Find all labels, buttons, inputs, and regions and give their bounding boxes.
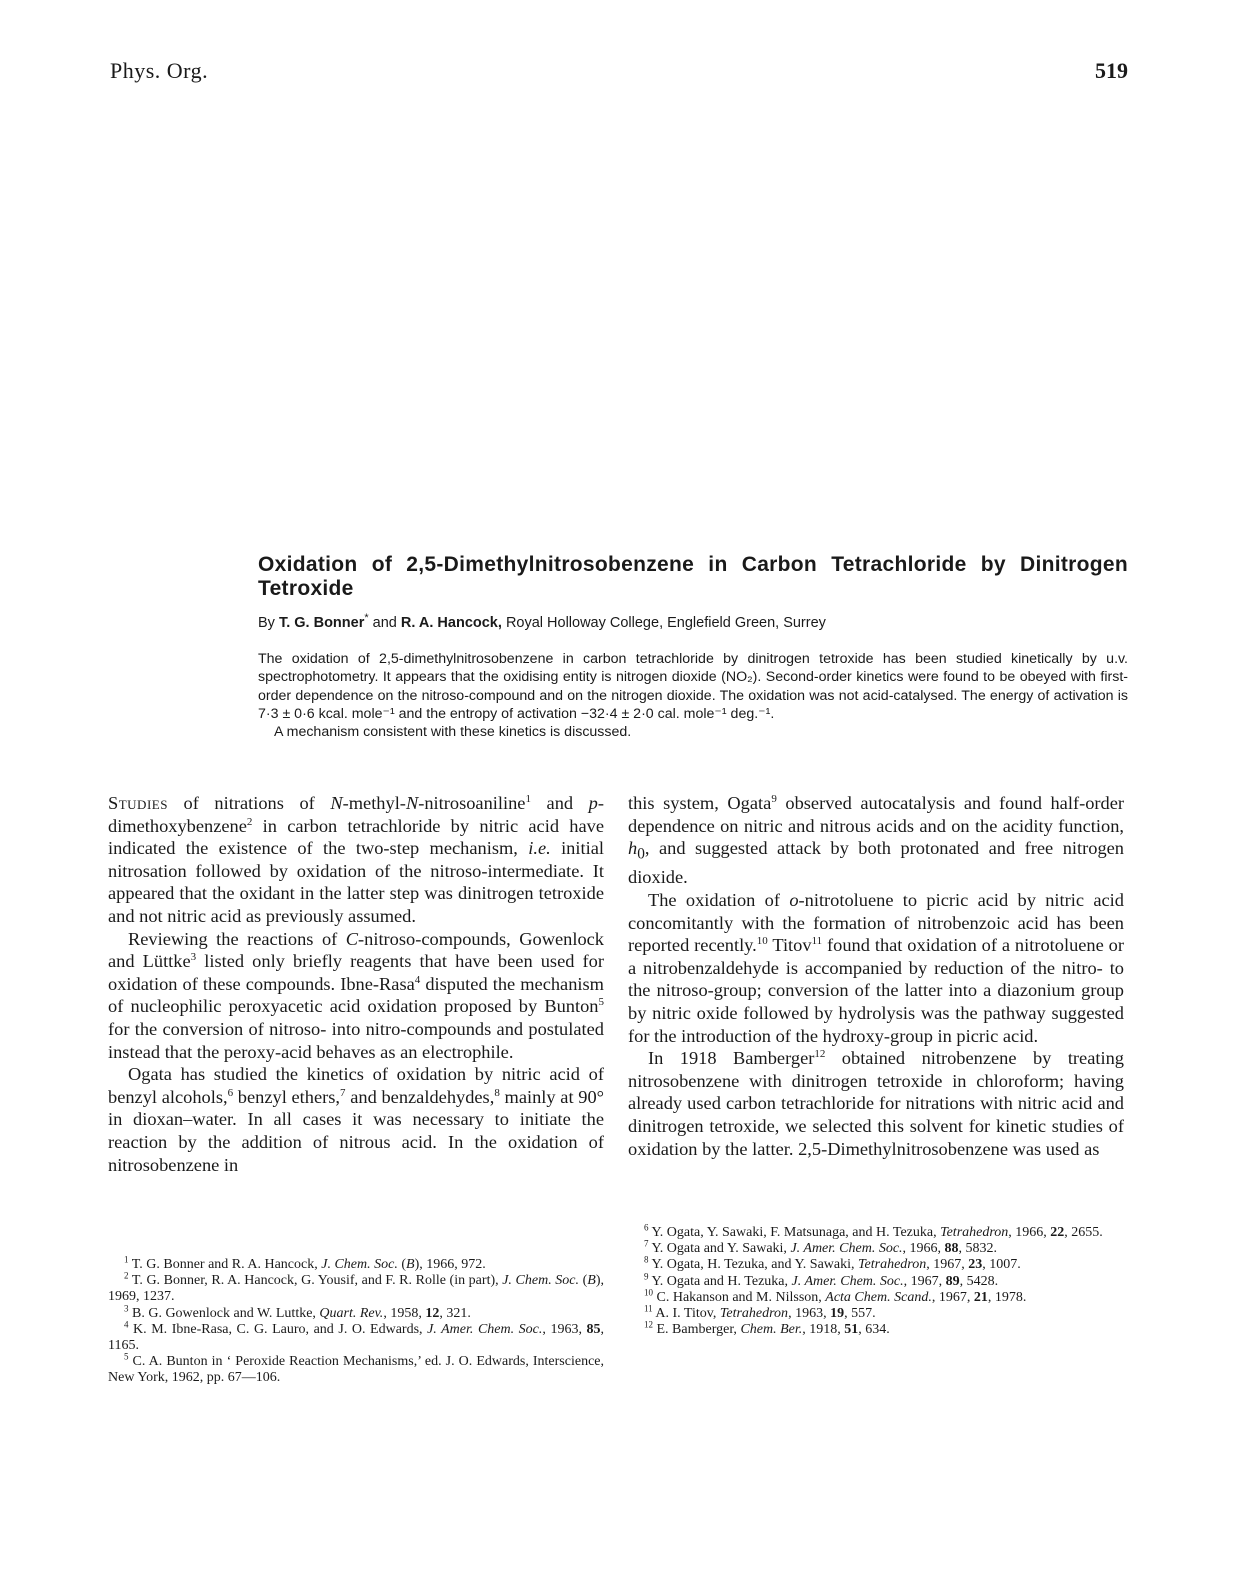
journal-name: J. Amer. Chem. Soc. [427,1321,543,1337]
italic-text: o [789,890,799,911]
reference-mark: 9 [771,792,777,805]
journal-name: Quart. Rev. [319,1305,384,1321]
text-run: ( [579,1273,588,1289]
text-run: , 1963, [542,1321,587,1337]
abstract-paragraph: The oxidation of 2,5-dimethylnitrosobenzene in carbon tetrachloride by dinitrogen tetroxide has been studied kinetically by u.v. spectrophotometry. It appears that the oxidising entity is nitrogen dioxide (NO₂). Second-order kinetics were found to be obeyed with first-order dependence on the nitroso-compound and on the nitrogen dioxide. The oxidation was not acid-catalysed. The energy of activation is 7·3 ± 0·6 kcal. mole⁻¹ and the entropy of activation −32·4 ± 2·0 cal. mole⁻¹ deg.⁻¹. [258,651,1128,722]
text-run: K. M. Ibne-Rasa, C. G. Lauro, and J. O. Edwards, [128,1321,428,1337]
text-run: and benzaldehydes, [345,1086,495,1107]
journal-name: Tetrahedron [719,1306,789,1322]
volume-number: 19 [830,1306,845,1322]
footnote [108,1254,604,1273]
right-column [628,792,1124,1160]
text-run: found that oxidation of a nitrotoluene or a nitrobenzaldehyde is accompanied by reduction of the nitro- to the nitroso-group; conversion of the latter into a diazonium group by nitric oxide followed by hydrolysis was the pathway suggested for the introduction of the hydroxy-group in picric acid. [628,935,1124,1046]
subscript: 0 [637,845,645,863]
text-run: , 1966, [1008,1225,1051,1240]
lead-word: Studies [108,793,168,813]
reference-mark: 11 [811,935,823,948]
text-run: for the conversion of nitroso- into nitro-compounds and postulated instead that the peroxy-acid behaves as an electrophile. [108,1018,604,1062]
footnote-number: 3 [124,1302,129,1313]
reference-mark: 6 [227,1086,234,1099]
text-run: obtained nitrobenzene by treating nitrosobenzene with dinitrogen tetroxide in chloroform; having already used carbon tetrachloride for nitrations with nitric acid and dinitrogen tetroxide, we selected this solvent for kinetic studies of oxidation by the latter. 2,5-Dimethylnitrosobenzene was used as [628,1048,1124,1159]
text-run: initial nitrosation followed by oxidation of the nitroso-intermediate. It appeared that the oxidant in the latter step was dinitrogen tetroxide and not nitric acid as previously assumed. [108,838,604,926]
journal-name: Tetrahedron [940,1225,1009,1240]
italic-text: N [405,793,419,813]
abstract-paragraph: A mechanism consistent with these kinetics is discussed. [274,724,632,741]
article-title: Oxidation of 2,5-Dimethylnitrosobenzene in Carbon Tetrachloride by Dinitrogen Tetroxide [258,553,1128,600]
running-title: Phys. Org. [110,58,209,83]
reference-mark: 8 [494,1086,500,1099]
body-paragraph [108,928,604,1064]
text-run: In 1918 Bamberger [648,1048,815,1069]
reference-mark: 1 [525,792,531,805]
italic-text: p [588,793,598,813]
text-run: listed only briefly reagents that have been used for oxidation of these compounds. Ibne-Rasa [108,951,604,994]
reference-mark: 4 [414,973,421,986]
text-run: observed autocatalysis and found half-order dependence on nitric and nitrous acids and on the acidity function, [628,793,1124,836]
text-run: ( [397,1257,406,1272]
italic-text: N [330,793,343,813]
italic-text: i.e. [528,838,551,859]
text-run: A. I. Titov, [652,1306,720,1322]
body-paragraph [628,792,1124,889]
footnote-number: 8 [644,1254,649,1265]
abstract [258,650,1128,741]
text-run: -nitroso-compounds, Gowenlock and Lüttke [108,928,604,972]
text-run: disputed the mechanism of nucleophilic peroxyacetic acid oxidation proposed by Bunton [108,973,604,1017]
text-run: -nitrotoluene to picric acid by nitric acid concomitantly with the formation of nitrobenzoic acid has been reported recently. [628,890,1124,956]
volume-number: 12 [425,1305,440,1321]
page-number: 519 [1095,58,1128,83]
footnote [628,1303,1124,1322]
journal-name: J. Amer. Chem. Soc. [790,1241,903,1257]
article-head [258,553,1128,741]
footnote [108,1319,605,1354]
text-run: , 634. [858,1322,890,1338]
reference-mark: 7 [340,1086,346,1099]
text-run: ), 1966, 972. [414,1257,486,1272]
text-run: -methyl- [342,793,406,813]
footnote [628,1319,1124,1338]
body-paragraph [628,889,1124,1047]
footnote-number: 1 [124,1254,129,1265]
text-run: of nitrations of [167,793,331,813]
text-run: B. G. Gowenlock and W. Luttke, [128,1305,320,1321]
text-run: -dimethoxybenzene [108,793,604,836]
journal-name: J. Amer. Chem. Soc. [791,1273,904,1289]
reference-mark: 12 [814,1048,826,1061]
volume-number: 51 [844,1322,859,1338]
footnote [628,1270,1124,1290]
byline-by: By [258,615,275,631]
footnote-number: 12 [644,1319,653,1330]
footnotes-left [108,1254,605,1387]
text-run: C. A. Bunton in ‘ Peroxide Reaction Mechanisms,’ ed. J. O. Edwards, Interscience, New York, 1962, pp. 67—106. [108,1354,604,1386]
italic-text: C [345,928,359,949]
text-run: , 1165. [108,1321,605,1354]
italic-text: h [628,838,638,859]
text-run: , 321. [439,1305,471,1321]
corresponding-author-mark: * [364,612,369,625]
reference-mark: 2 [246,815,253,828]
footnote-number: 2 [124,1270,129,1281]
text-run: , 5428. [959,1273,999,1289]
text-run: , 1967, [926,1257,969,1273]
footnote-number: 11 [644,1303,653,1314]
text-run: in carbon tetrachloride by nitric acid have indicated the existence of the two-step mechanism, [108,815,604,859]
text-run: ), 1969, 1237. [108,1273,604,1305]
text-run: , 1963, [788,1306,831,1322]
text-run: this system, Ogata [628,793,772,813]
volume-number: 22 [1050,1225,1065,1240]
journal-name: Chem. Ber. [740,1322,803,1338]
text-run: T. G. Bonner and R. A. Hancock, [128,1257,322,1272]
text-run: Reviewing the reactions of [128,928,346,949]
body-paragraph [108,1063,604,1176]
volume-number: 21 [973,1289,988,1305]
page-header [110,58,1128,88]
reference-mark: 10 [756,935,768,948]
text-run: Titov [767,935,812,956]
text-run: , 5832. [958,1241,998,1257]
text-run: , 1007. [982,1257,1021,1273]
journal-name: J. Chem. Soc. [502,1273,579,1289]
text-run: Y. Ogata, H. Tezuka, and Y. Sawaki, [648,1257,859,1273]
text-run: Y. Ogata and H. Tezuka, [648,1273,792,1289]
footnote-number: 9 [644,1270,649,1281]
journal-name: J. Chem. Soc. [321,1257,398,1272]
footnote-number: 6 [644,1222,649,1233]
text-run: The oxidation of [648,890,790,911]
text-run: mainly at 90° in dioxan–water. In all cases it was necessary to initiate the reaction by the addition of nitrous acid. In the oxidation of nitrosobenzene in [108,1086,604,1175]
journal-name: Tetrahedron [858,1257,927,1273]
text-run: Y. Ogata, Y. Sawaki, F. Matsunaga, and H. Tezuka, [648,1225,941,1240]
volume-number: 85 [586,1321,601,1337]
footnote-number: 10 [644,1287,653,1298]
left-column [108,792,604,1176]
footnote [108,1270,604,1305]
text-run: E. Bamberger, [653,1322,741,1338]
volume-number: 23 [968,1257,983,1273]
text-run: T. G. Bonner, R. A. Hancock, G. Yousif, and F. R. Rolle (in part), [128,1273,503,1289]
text-run: and [530,793,589,813]
text-run: , 1978. [987,1289,1027,1305]
footnote [628,1238,1124,1257]
text-run: , 1966, [902,1241,945,1257]
volume-number: 89 [945,1273,960,1289]
footnote [628,1222,1124,1241]
footnote [628,1287,1124,1306]
text-run: , 1967, [931,1289,974,1305]
italic-text: B [587,1273,596,1289]
text-run: , and suggested attack by both protonated and free nitrogen dioxide. [628,838,1124,888]
text-run: , 1967, [903,1273,946,1289]
footnote-number: 7 [644,1238,649,1249]
footnote [108,1351,604,1386]
text-run: benzyl ethers, [233,1086,341,1107]
footnote-number: 4 [124,1319,129,1330]
author-1: T. G. Bonner [278,615,365,631]
body-paragraph [108,792,604,928]
text-run: C. Hakanson and M. Nilsson, [653,1289,826,1305]
footnote [628,1254,1124,1273]
text-run: , 1918, [802,1322,845,1338]
text-run: Ogata has studied the kinetics of oxidation by nitric acid of benzyl alcohols, [108,1064,604,1107]
text-run: -nitrosoaniline [418,793,526,813]
text-run: , 1958, [383,1305,426,1321]
reference-mark: 3 [190,951,197,964]
byline [258,612,1128,631]
body-paragraph [628,1047,1124,1160]
footnotes-right [628,1222,1124,1338]
byline-and: and [372,615,397,631]
text-run: Y. Ogata and Y. Sawaki, [648,1241,791,1257]
text-run: , 557. [844,1306,876,1322]
affiliation: Royal Holloway College, Englefield Green, Surrey [505,615,826,631]
footnote-number: 5 [124,1351,129,1362]
journal-name: Acta Chem. Scand. [825,1289,932,1305]
reference-mark: 5 [598,996,604,1009]
italic-text: B [406,1257,415,1272]
footnote [108,1302,604,1322]
author-2: R. A. Hancock, [400,615,502,631]
volume-number: 88 [944,1241,959,1257]
text-run: , 2655. [1064,1225,1103,1240]
